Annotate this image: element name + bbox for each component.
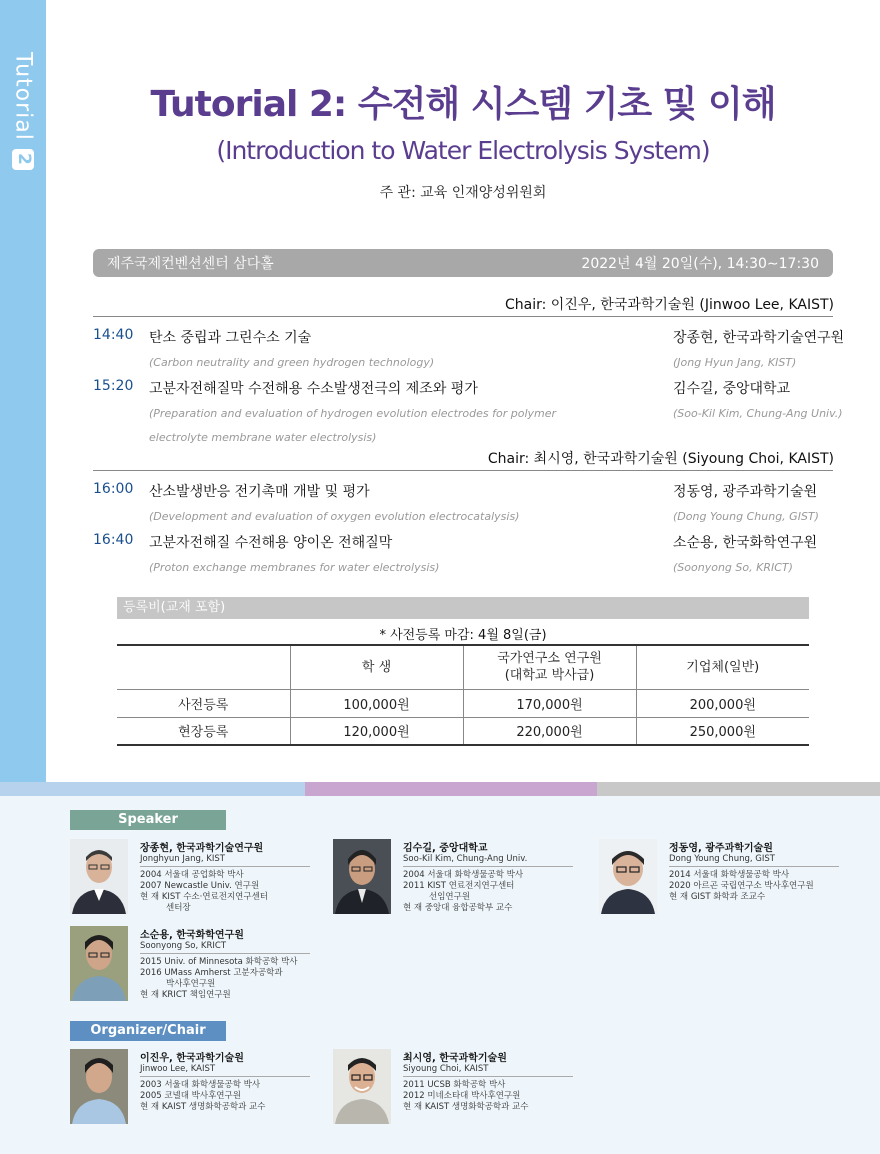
fee-cell: 사전등록 (178, 697, 229, 713)
bio-line: 2003 서울대 화학생물공학 박사 (140, 1080, 261, 1090)
speaker-card (333, 839, 573, 919)
session-title-ko: 탄소 중립과 그린수소 기술 (149, 330, 312, 346)
fee-cell: 220,000원 (463, 717, 636, 745)
fee-deadline: * 사전등록 마감: 4월 8일(금) (379, 628, 547, 643)
bio-line: 2011 UCSB 화학공학 박사 (403, 1080, 506, 1090)
bio-line: 2016 UMass Amherst 고분자공학과 (140, 968, 283, 978)
venue-bar (93, 249, 833, 277)
session-title-en: (Development and evaluation of oxygen evolution electrocatalysis) (149, 510, 520, 523)
session-speaker-en: (Soo-Kil Kim, Chung-Ang Univ.) (673, 407, 843, 420)
organizer-section-label: Organizer/Chair (70, 1021, 226, 1041)
person-photo (333, 839, 391, 914)
fee-header-cell: 학 생 (290, 645, 463, 689)
person-photo (70, 839, 128, 914)
fee-header-cell (117, 645, 290, 689)
speaker-name-ko: 장종현, 한국과학기술연구원 (140, 843, 264, 854)
session-time: 16:40 (93, 532, 134, 548)
session-speaker-ko: 김수길, 중앙대학교 (673, 381, 791, 397)
organizer-card (333, 1049, 573, 1129)
person-photo (70, 1049, 128, 1124)
organizer-name-en: Siyoung Choi, KAIST (403, 1064, 573, 1077)
chair-2: Chair: 최시영, 한국과학기술원 (Siyoung Choi, KAIST) (487, 451, 834, 467)
fee-header-cell: 기업체(일반) (636, 645, 809, 689)
organizer-card (70, 1049, 310, 1129)
session-title-ko: 산소발생반응 전기촉매 개발 및 평가 (149, 484, 370, 500)
speaker-name-ko: 소순용, 한국화학연구원 (140, 930, 244, 941)
fee-header-row (117, 645, 809, 689)
side-tab-label (4, 52, 42, 182)
bio-line: 2007 Newcastle Univ. 연구원 (140, 881, 260, 891)
fee-cell: 200,000원 (636, 689, 809, 717)
stripe-blue (0, 782, 305, 796)
bio-line: 현 재 KAIST 생명화학공학과 교수 (140, 1102, 266, 1112)
fee-cell: 250,000원 (636, 717, 809, 745)
organizer-name-ko: 이진우, 한국과학기술원 (140, 1053, 244, 1064)
bio-line: 2014 서울대 화학생물공학 박사 (669, 870, 790, 880)
chair-1: Chair: 이진우, 한국과학기술원 (Jinwoo Lee, KAIST) (505, 297, 834, 313)
speaker-name-en: Jonghyun Jang, KIST (140, 854, 310, 867)
fee-section-label: 등록비(교재 포함) (117, 597, 809, 619)
fee-cell: 120,000원 (290, 717, 463, 745)
speaker-name-en: Soonyong So, KRICT (140, 941, 310, 954)
bio-line: 현 재 KIST 수소·연료전지연구센터 (140, 892, 269, 902)
speaker-info (403, 839, 573, 914)
page-subtitle: (Introduction to Water Electrolysis System) (216, 136, 710, 165)
person-photo (599, 839, 657, 914)
session-speaker-ko: 정동영, 광주과학기술원 (673, 484, 818, 500)
bio-line: 센터장 (166, 903, 191, 913)
bio-line: 2020 아르곤 국립연구소 박사후연구원 (669, 881, 814, 891)
bio-line: 박사후연구원 (166, 979, 216, 989)
bio-line: 2015 Univ. of Minnesota 화학공학 박사 (140, 957, 298, 967)
speaker-card (70, 926, 310, 1006)
bio-line: 2004 서울대 공업화학 박사 (140, 870, 244, 880)
speaker-name-ko: 정동영, 광주과학기술원 (669, 843, 773, 854)
bio-line: 현 재 중앙대 융합공학부 교수 (403, 903, 513, 913)
venue-location: 제주국제컨벤션센터 삼다홀 (107, 256, 274, 272)
person-photo (70, 926, 128, 1001)
bio-line: 2011 KIST 연료전지연구센터 (403, 881, 515, 891)
session-speaker-ko: 소순용, 한국화학연구원 (673, 535, 818, 551)
session-speaker-en: (Dong Young Chung, GIST) (673, 510, 819, 523)
fee-cell: 현장등록 (178, 725, 229, 741)
organizer-name-en: Jinwoo Lee, KAIST (140, 1064, 310, 1077)
stripe-purple (305, 782, 597, 796)
speaker-info (140, 926, 310, 1001)
venue-datetime: 2022년 4월 20일(수), 14:30∼17:30 (581, 256, 819, 272)
bio-line: 현 재 GIST 화학과 조교수 (669, 892, 766, 902)
fee-cell: 100,000원 (290, 689, 463, 717)
session-speaker-en: (Soonyong So, KRICT) (673, 561, 793, 574)
session-time: 15:20 (93, 378, 134, 394)
speaker-card (70, 839, 310, 919)
speaker-info (669, 839, 839, 903)
organizer-info (403, 1049, 573, 1113)
stripe-gray (597, 782, 880, 796)
session-speaker-en: (Jong Hyun Jang, KIST) (673, 356, 797, 369)
session-time: 14:40 (93, 327, 134, 343)
session-time: 16:00 (93, 481, 134, 497)
session-title-en: (Proton exchange membranes for water electrolysis) (149, 561, 440, 574)
speaker-name-en: Soo-Kil Kim, Chung-Ang Univ. (403, 854, 573, 867)
side-tab-text: Tutorial (10, 52, 36, 141)
divider (93, 470, 833, 471)
bio-line: 현 재 KRICT 책임연구원 (140, 990, 231, 1000)
bio-line: 현 재 KAIST 생명화학공학과 교수 (403, 1102, 529, 1112)
speaker-name-en: Dong Young Chung, GIST (669, 854, 839, 867)
session-title-en: (Carbon neutrality and green hydrogen technology) (149, 356, 435, 369)
bio-line: 2012 미네소타대 박사후연구원 (403, 1091, 521, 1101)
session-title-ko: 고분자전해질막 수전해용 수소발생전극의 제조와 평가 (149, 381, 478, 397)
speaker-info (140, 839, 310, 914)
speaker-name-ko: 김수길, 중앙대학교 (403, 843, 488, 854)
session-title-en: (Preparation and evaluation of hydrogen evolution electrodes for polymer electrolyte membrane water electrolysis) (149, 407, 557, 444)
organizer-name-ko: 최시영, 한국과학기술원 (403, 1053, 507, 1064)
side-tab (0, 0, 46, 782)
fee-row (117, 717, 809, 745)
divider (93, 316, 833, 317)
fee-cell: 170,000원 (463, 689, 636, 717)
organizer-info (140, 1049, 310, 1113)
session-speaker-ko: 장종현, 한국과학기술연구원 (673, 330, 845, 346)
fee-row (117, 689, 809, 717)
fee-header-cell: 국가연구소 연구원 (대학교 박사급) (463, 645, 636, 689)
bio-line: 선임연구원 (429, 892, 471, 902)
side-tab-number: 2 (12, 149, 34, 170)
bio-line: 2004 서울대 화학생물공학 박사 (403, 870, 524, 880)
bio-line: 2005 코넬대 박사후연구원 (140, 1091, 241, 1101)
speaker-section-label: Speaker (70, 810, 226, 830)
session-title-ko: 고분자전해질 수전해용 양이온 전해질막 (149, 535, 393, 551)
host-organizer: 주 관: 교육 인재양성위원회 (379, 185, 547, 201)
person-photo (333, 1049, 391, 1124)
page-title: Tutorial 2: 수전해 시스템 기초 및 이해 (150, 84, 776, 125)
fee-table (117, 644, 809, 746)
speaker-card (599, 839, 839, 919)
